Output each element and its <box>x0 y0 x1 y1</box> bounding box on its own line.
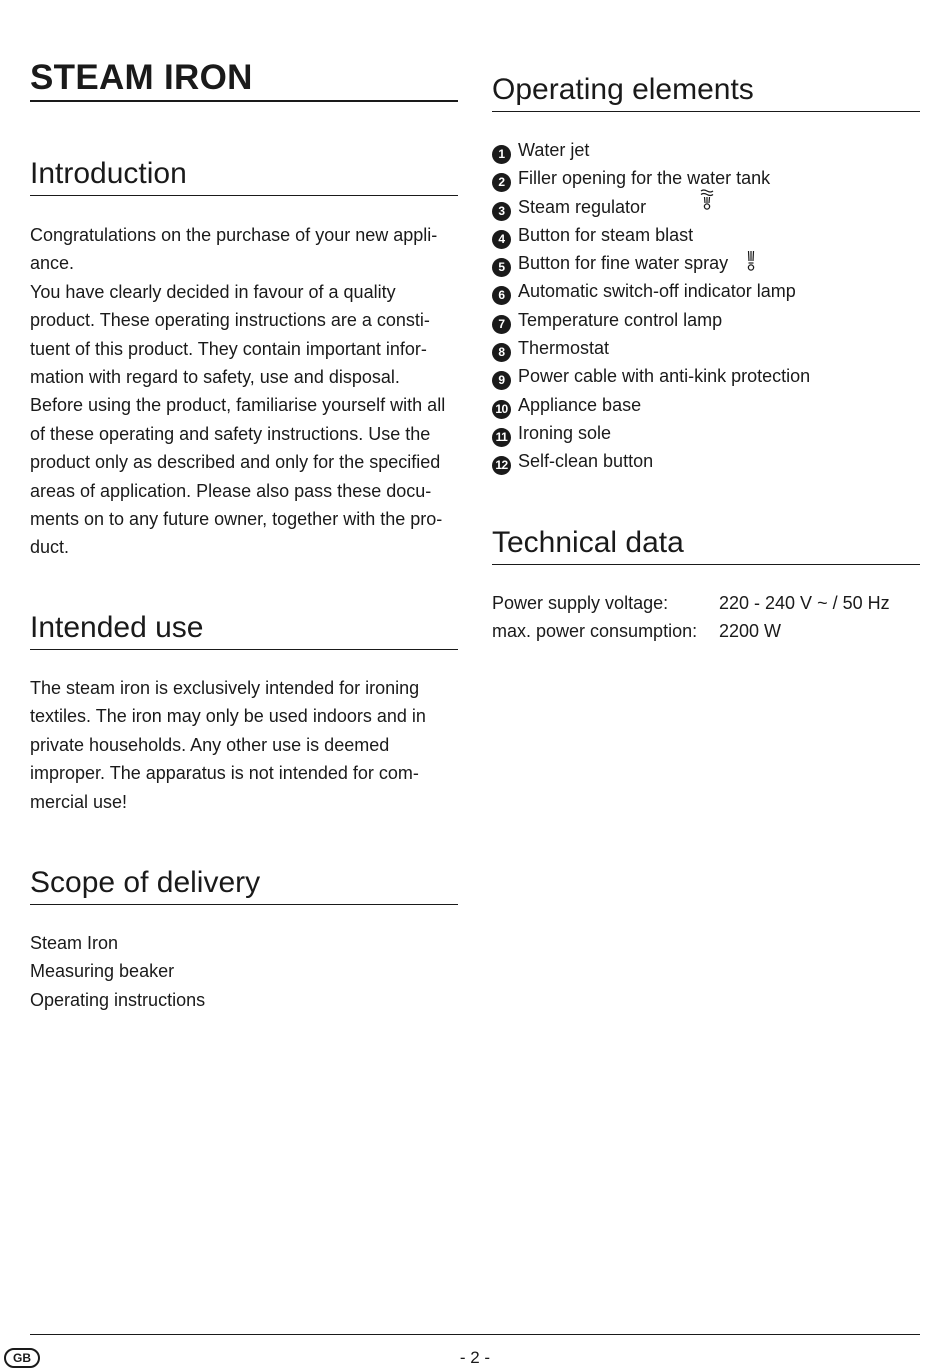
intended-use-line: improper. The apparatus is not intended for com- <box>30 763 419 784</box>
list-item <box>492 249 920 277</box>
introduction-line: You have clearly decided in favour of a quality <box>30 281 396 302</box>
element-label: Filler opening for the water tank <box>518 168 771 189</box>
introduction-line: ance. <box>30 253 75 274</box>
number-badge: 12 <box>492 456 511 475</box>
introduction-line: product. These operating instructions are a consti- <box>30 310 430 331</box>
element-label: Self-clean button <box>518 451 654 472</box>
page-number: - 2 - <box>459 1348 491 1367</box>
element-label: Power cable with anti-kink protection <box>518 366 811 387</box>
number-badge: 6 <box>492 286 511 305</box>
list-item <box>492 419 920 447</box>
spec-value: 2200 W <box>719 621 782 642</box>
introduction-line: Before using the product, familiarise yourself with all <box>30 395 446 416</box>
list-item <box>492 193 920 221</box>
element-label: Automatic switch-off indicator lamp <box>518 281 796 302</box>
introduction-line: of these operating and safety instructions. Use the <box>30 423 431 444</box>
element-label: Appliance base <box>518 394 642 415</box>
intended-use-line: textiles. The iron may only be used indoors and in <box>30 706 426 727</box>
element-label: Steam regulator <box>518 196 647 217</box>
list-item <box>492 391 920 419</box>
steam-symbol-icon <box>700 187 714 211</box>
number-badge: 9 <box>492 371 511 390</box>
element-label: Ironing sole <box>518 422 612 443</box>
introduction-line: mation with regard to safety, use and disposal. <box>30 367 400 388</box>
technical-data-table <box>492 589 890 646</box>
introduction-line: duct. <box>30 537 70 558</box>
list-item <box>492 447 920 475</box>
introduction-line: ments on to any future owner, together with the pro- <box>30 509 443 530</box>
list-item <box>492 136 920 164</box>
list-item <box>492 221 920 249</box>
spec-label: Power supply voltage: <box>492 593 669 613</box>
element-label: Button for steam blast <box>518 224 694 245</box>
list-item <box>492 362 920 390</box>
intended-use-line: The steam iron is exclusively intended for ironing <box>30 678 420 698</box>
water-spray-symbol-icon <box>744 248 758 272</box>
list-item <box>492 334 920 362</box>
introduction-line: Congratulations on the purchase of your new appli- <box>30 225 438 245</box>
number-badge: 1 <box>492 145 511 164</box>
list-item: Measuring beaker <box>30 961 175 982</box>
number-badge: 10 <box>492 400 511 419</box>
language-badge: GB <box>4 1348 40 1368</box>
number-badge: 4 <box>492 230 511 249</box>
number-badge: 8 <box>492 343 511 362</box>
scope-of-delivery-list <box>30 929 458 1014</box>
number-badge: 11 <box>492 428 511 447</box>
spec-value: 220 - 240 V ~ / 50 Hz <box>719 593 890 613</box>
number-badge: 5 <box>492 258 511 277</box>
page-title: STEAM IRON <box>30 56 458 102</box>
intended-use-line: private households. Any other use is deemed <box>30 734 390 755</box>
intended-use-line: mercial use! <box>30 791 128 812</box>
operating-elements-list <box>492 136 920 476</box>
scope-of-delivery-heading: Scope of delivery <box>30 864 458 905</box>
table-row <box>492 617 890 645</box>
number-badge: 3 <box>492 202 511 221</box>
intended-use-text <box>30 674 458 816</box>
number-badge: 7 <box>492 315 511 334</box>
introduction-line: areas of application. Please also pass these docu- <box>30 480 432 501</box>
element-label: Water jet <box>518 140 590 160</box>
introduction-heading: Introduction <box>30 155 458 196</box>
list-item: Operating instructions <box>30 989 206 1010</box>
element-label: Thermostat <box>518 338 610 359</box>
list-item <box>492 306 920 334</box>
introduction-line: product only as described and only for the specified <box>30 452 441 473</box>
element-label: Temperature control lamp <box>518 309 723 330</box>
spec-label: max. power consumption: <box>492 621 698 642</box>
footer-divider <box>30 1334 920 1335</box>
introduction-line: tuent of this product. They contain important infor- <box>30 338 427 359</box>
intended-use-heading: Intended use <box>30 609 458 650</box>
introduction-text <box>30 221 458 562</box>
list-item: Steam Iron <box>30 933 119 953</box>
number-badge: 2 <box>492 173 511 192</box>
technical-data-heading: Technical data <box>492 524 920 565</box>
table-row <box>492 589 890 617</box>
operating-elements-heading: Operating elements <box>492 71 920 112</box>
list-item <box>492 277 920 305</box>
element-label: Button for fine water spray <box>518 253 729 274</box>
